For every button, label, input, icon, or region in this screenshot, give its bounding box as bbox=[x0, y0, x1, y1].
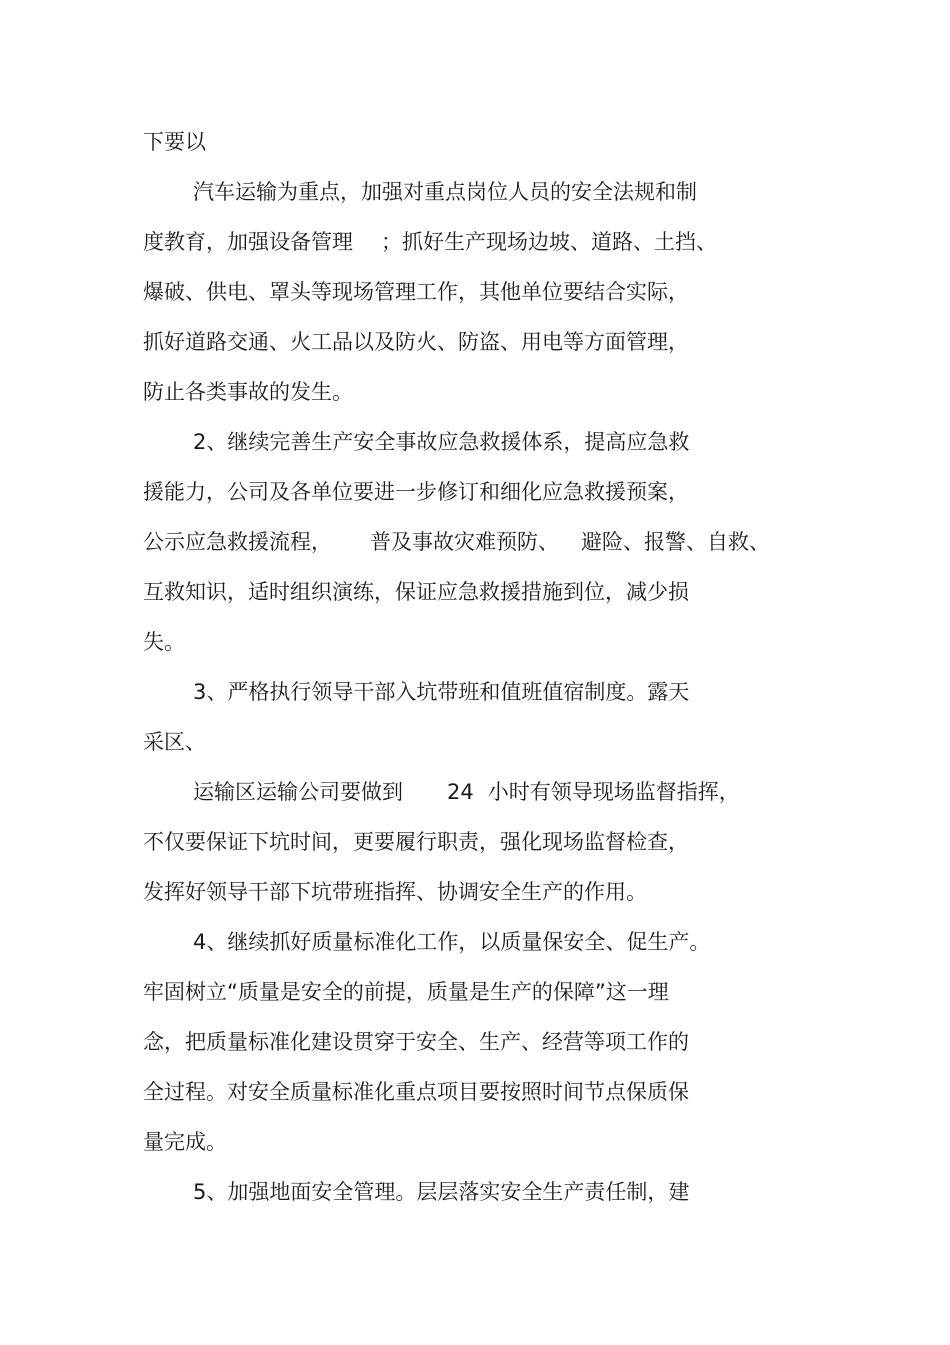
text-line-7: 2、继续完善生产安全事故应急救援体系，提高应急救 bbox=[193, 430, 690, 454]
text-line-9: 公示应急救援流程， 普及事故灾难预防、 避险、报警、自救、 bbox=[143, 530, 770, 554]
text-line-16: 发挥好领导干部下坑带班指挥、协调安全生产的作用。 bbox=[143, 880, 647, 904]
text-line-5: 抓好道路交通、火工品以及防火、防盗、用电等方面管理， bbox=[143, 330, 689, 354]
text-line-8: 援能力，公司及各单位要进一步修订和细化应急救援预案， bbox=[143, 480, 689, 504]
text-line-10: 互救知识，适时组织演练，保证应急救援措施到位，减少损 bbox=[143, 580, 689, 604]
text-line-6: 防止各类事故的发生。 bbox=[143, 380, 353, 404]
text-line-21: 量完成。 bbox=[143, 1130, 227, 1154]
text-line-3: 度教育，加强设备管理 ；抓好生产现场边坡、道路、土挡、 bbox=[143, 230, 717, 254]
text-line-11: 失。 bbox=[143, 630, 185, 654]
text-line-4: 爆破、供电、罩头等现场管理工作，其他单位要结合实际， bbox=[143, 280, 689, 304]
text-line-19: 念，把质量标准化建设贯穿于安全、生产、经营等项工作的 bbox=[143, 1030, 689, 1054]
text-line-18: 牢固树立“质量是安全的前提，质量是生产的保障”这一理 bbox=[143, 980, 669, 1004]
text-line-1: 下要以 bbox=[143, 130, 206, 154]
text-line-20: 全过程。对安全质量标准化重点项目要按照时间节点保质保 bbox=[143, 1080, 689, 1104]
text-line-22: 5、加强地面安全管理。层层落实安全生产责任制，建 bbox=[193, 1180, 690, 1204]
text-line-14: 运输区运输公司要做到 24 小时有领导现场监督指挥， bbox=[193, 780, 740, 804]
text-line-13: 采区、 bbox=[143, 730, 206, 754]
text-line-12: 3、严格执行领导干部入坑带班和值班值宿制度。露天 bbox=[193, 680, 690, 704]
text-line-15: 不仅要保证下坑时间，更要履行职责，强化现场监督检查， bbox=[143, 830, 689, 854]
text-line-17: 4、继续抓好质量标准化工作，以质量保安全、促生产。 bbox=[193, 930, 711, 954]
text-line-2: 汽车运输为重点，加强对重点岗位人员的安全法规和制 bbox=[193, 180, 697, 204]
